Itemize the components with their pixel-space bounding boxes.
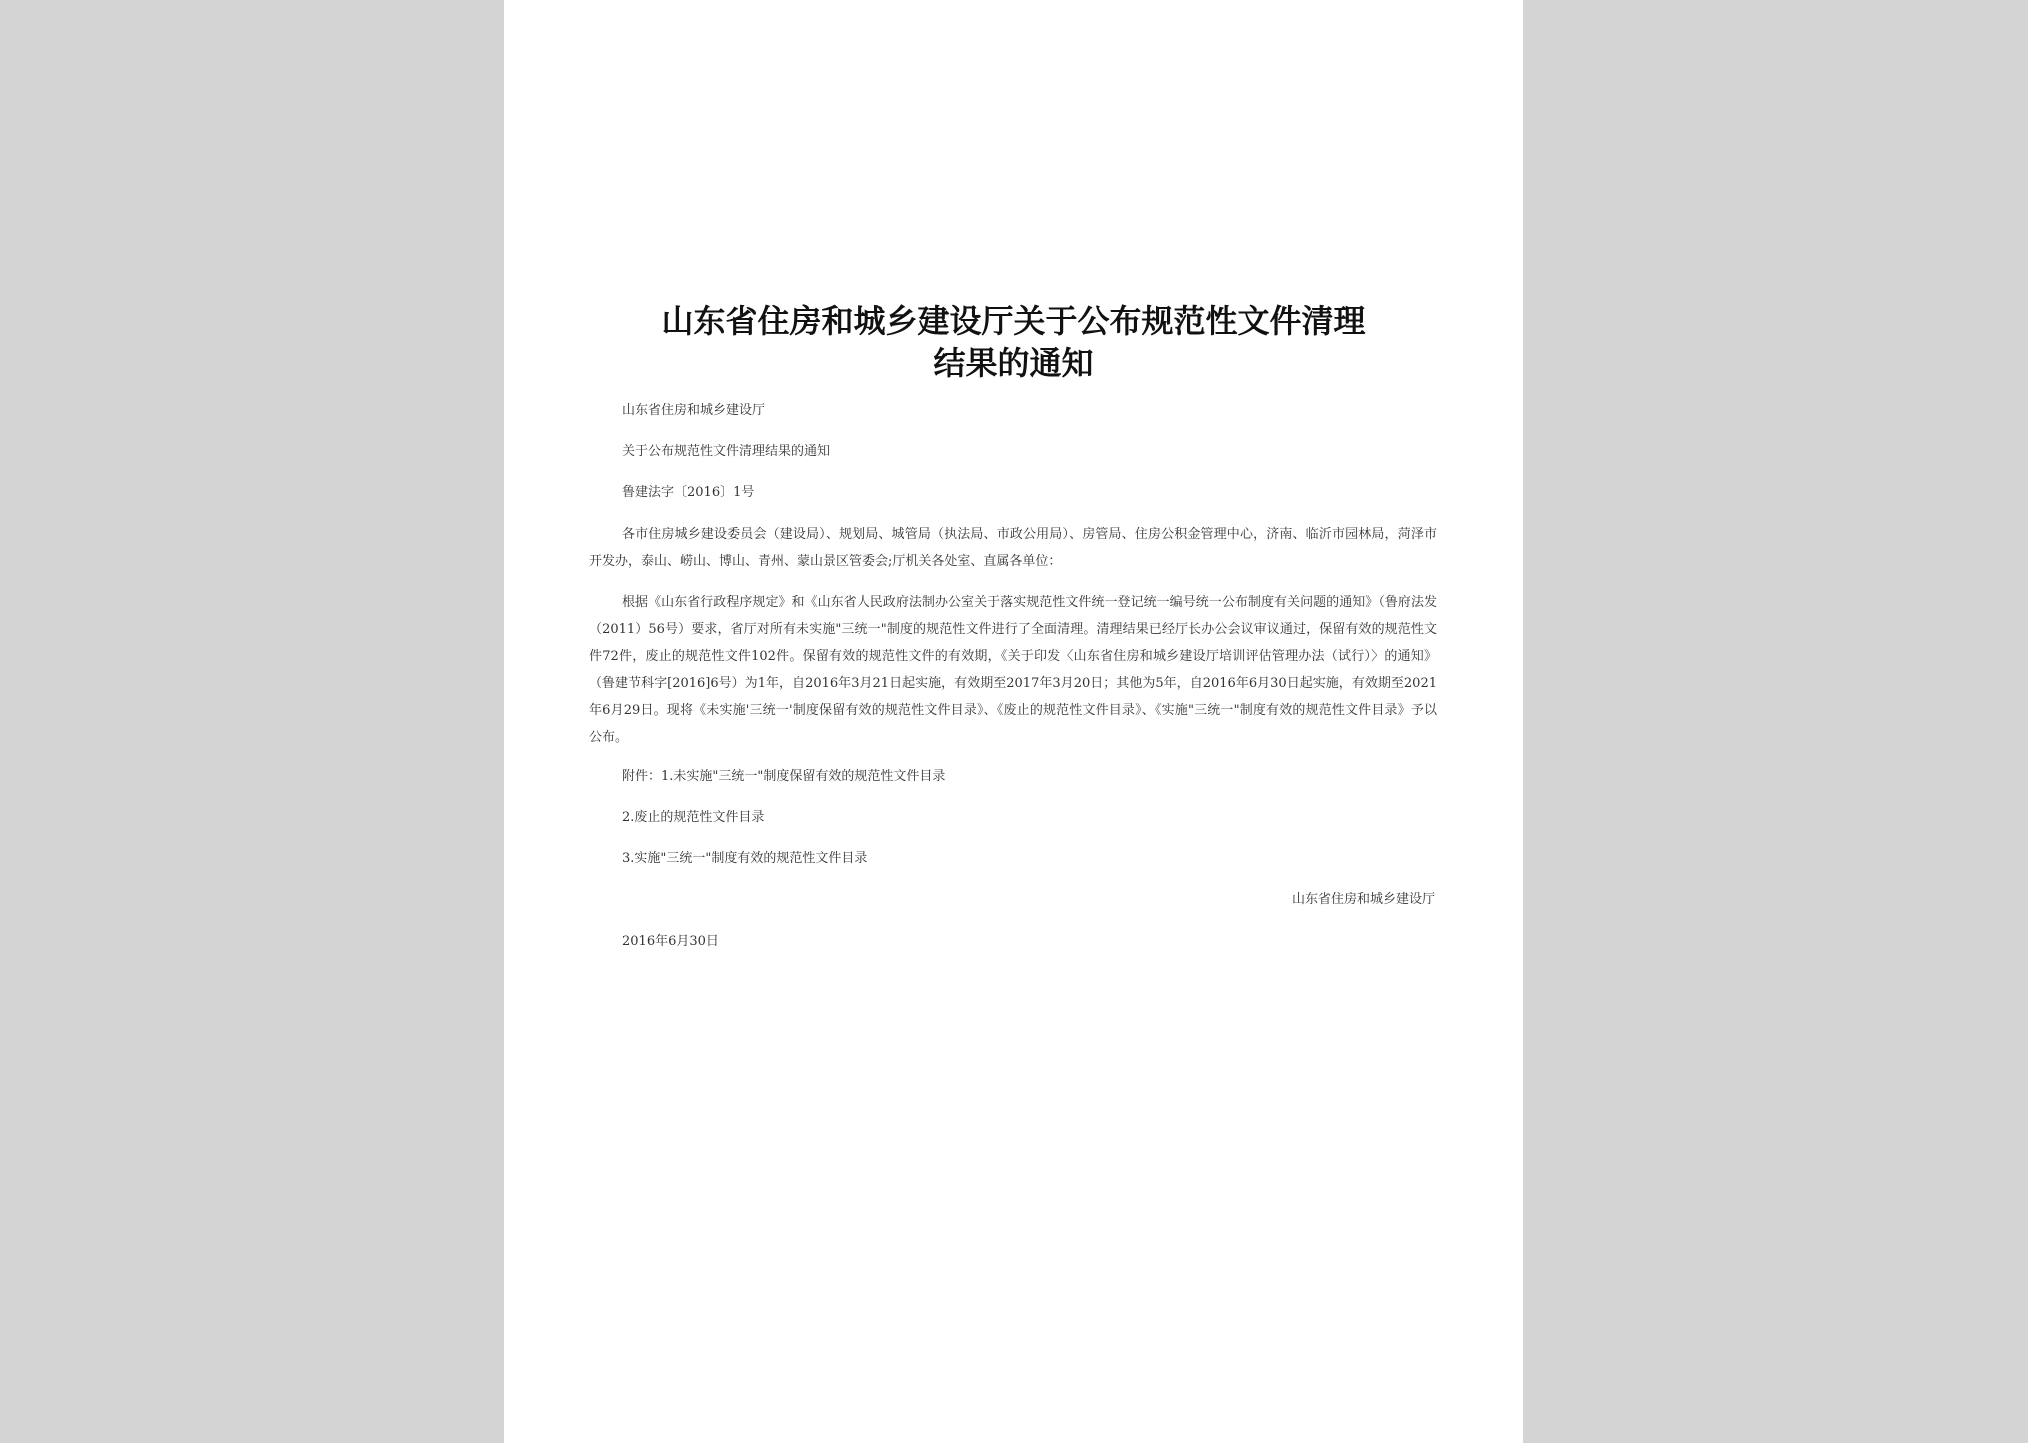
document-date: 2016年6月30日 xyxy=(622,934,719,949)
attachment-item: 2.废止的规范性文件目录 xyxy=(622,810,765,825)
document-title xyxy=(564,300,1463,384)
subject-line: 关于公布规范性文件清理结果的通知 xyxy=(622,444,831,459)
signer: 山东省住房和城乡建设厅 xyxy=(1291,892,1435,907)
body-paragraph: 根据《山东省行政程序规定》和《山东省人民政府法制办公室关于落实规范性文件统一登记统一编号统一公布制度有关问题的通知》（鲁府法发（2011）56号）要求，省厅对所有未实施"三统一"制度的规范性文件进行了全面清理。清理结果已经厅长办公会议审议通过，保留有效的规范性文件72件，废止的规范性文件102件。保留有效的规范性文件的有效期，《关于印发〈山东省住房和城乡建设厅培训评估管理办法（试行）〉的通知》（鲁建节科字[2016]6号）为1年，自2016年3月21日起实施，有效期至2017年3月20日；其他为5年，自2016年6月30日起实施，有效期至2021年6月29日。现将《未实施'三统一'制度保留有效的规范性文件目录》、《废止的规范性文件目录》、《实施"三统一"制度有效的规范性文件目录》予以公布。 xyxy=(589,595,1437,745)
doc-number: 鲁建法字〔2016〕1号 xyxy=(622,485,755,500)
attachment-item: 附件：1.未实施"三统一"制度保留有效的规范性文件目录 xyxy=(622,769,946,784)
issuer-line: 山东省住房和城乡建设厅 xyxy=(622,403,766,418)
addressees-paragraph: 各市住房城乡建设委员会（建设局）、规划局、城管局（执法局、市政公用局）、房管局、住房公积金管理中心，济南、临沂市园林局，菏泽市开发办，泰山、崂山、博山、青州、蒙山景区管委会;厅机关各处室、直属各单位： xyxy=(589,527,1437,569)
document-page xyxy=(504,0,1523,1443)
title-line-1: 山东省住房和城乡建设厅关于公布规范性文件清理 xyxy=(661,302,1366,340)
attachment-item: 3.实施"三统一"制度有效的规范性文件目录 xyxy=(622,851,868,866)
title-line-2: 结果的通知 xyxy=(933,344,1094,382)
